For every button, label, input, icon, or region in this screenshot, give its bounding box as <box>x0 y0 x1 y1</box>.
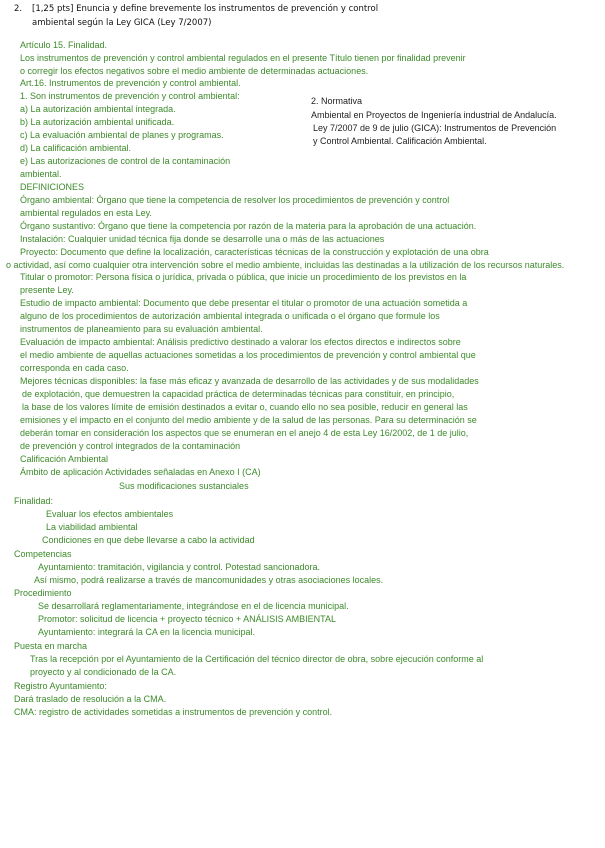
ambito-line: Ámbito de aplicación Actividades señaladas en Anexo I (CA) <box>20 467 261 477</box>
puesta-en-marcha-item: Tras la recepción por el Ayuntamiento de la Certificación del técnico director de obra, sobre ejecución conforme al <box>30 654 484 664</box>
definition-line: Titular o promotor: Persona física o jurídica, privada o pública, que inicie un procedimiento de los previstos en la <box>20 272 467 282</box>
list-item: b) La autorización ambiental unificada. <box>20 117 175 127</box>
question-number: 2. <box>14 4 23 14</box>
list-item: d) La calificación ambiental. <box>20 143 132 153</box>
puesta-en-marcha-heading: Puesta en marcha <box>14 641 88 651</box>
question-title-line2: ambiental según la Ley GICA (Ley 7/2007) <box>32 18 212 28</box>
finalidad-item: La viabilidad ambiental <box>46 522 138 532</box>
definition-line: alguno de los procedimientos de autorización ambiental integrada o unificada o el órgano que formule los <box>20 311 440 321</box>
definition-line: o actividad, así como cualquier otra intervención sobre el medio ambiente, incluidas las destinadas a la utilización de los recursos naturales. <box>6 260 565 270</box>
definition-line: presente Ley. <box>20 285 74 295</box>
definition-line: Órgano sustantivo: Órgano que tiene la competencia por razón de la materia para la aprobación de una actuación. <box>20 221 477 231</box>
text-line: 1. Son instrumentos de prevención y control ambiental: <box>20 91 240 101</box>
text-line: ambiental. <box>20 169 62 179</box>
registro-heading: Registro Ayuntamiento: <box>14 681 107 691</box>
article-16-heading: Art.16. Instrumentos de prevención y control ambiental. <box>20 78 241 88</box>
finalidad-item: Evaluar los efectos ambientales <box>46 509 174 519</box>
definition-line: el medio ambiente de aquellas actuaciones sometidas a los procedimientos de prevención y control ambiental que <box>20 350 476 360</box>
competencias-item: Ayuntamiento: tramitación, vigilancia y control. Potestad sancionadora. <box>38 562 320 572</box>
text-line: o corregir los efectos negativos sobre el medio ambiente de determinadas actuaciones. <box>20 66 369 76</box>
registro-item: CMA: registro de actividades sometidas a instrumentos de prevención y control. <box>14 707 333 717</box>
list-item: a) La autorización ambiental integrada. <box>20 104 176 114</box>
definition-line: Estudio de impacto ambiental: Documento que debe presentar el titular o promotor de una actuación sometida a <box>20 298 468 308</box>
procedimiento-item: Promotor: solicitud de licencia + proyecto técnico + ANÁLISIS AMBIENTAL <box>38 614 336 624</box>
puesta-en-marcha-item: proyecto y al condicionado de la CA. <box>30 667 177 677</box>
definition-line: Proyecto: Documento que define la localización, características técnicas de la construcción y explotación de una obra <box>20 247 489 257</box>
definition-line: la base de los valores límite de emisión destinados a evitar o, cuando ello no sea posible, reducir en general las <box>22 402 468 412</box>
normativa-line: Ambiental en Proyectos de Ingeniería industrial de Andalucía. <box>311 110 557 120</box>
definition-line: de prevención y control integrados de la contaminación <box>20 441 241 451</box>
list-item: c) La evaluación ambiental de planes y programas. <box>20 130 224 140</box>
definition-line: Instalación: Cualquier unidad técnica fija donde se desarrolle una o más de las actuaciones <box>20 234 385 244</box>
definition-line: corresponda en cada caso. <box>20 363 129 373</box>
finalidad-heading: Finalidad: <box>14 496 54 506</box>
definition-line: ambiental regulados en esta Ley. <box>20 208 152 218</box>
normativa-line: Ley 7/2007 de 9 de julio (GICA): Instrumentos de Prevención <box>313 123 557 133</box>
procedimiento-heading: Procedimiento <box>14 588 72 598</box>
definitions-heading: DEFINICIONES <box>20 182 85 192</box>
definition-line: Evaluación de impacto ambiental: Análisis predictivo destinado a valorar los efectos directos e indirectos sobre <box>20 337 461 347</box>
text-line: Los instrumentos de prevención y control ambiental regulados en el presente Título tienen por finalidad prevenir <box>20 53 466 63</box>
ambito-line: Sus modificaciones sustanciales <box>119 481 249 491</box>
finalidad-item: Condiciones en que debe llevarse a cabo la actividad <box>42 535 255 545</box>
definition-line: emisiones y el impacto en el conjunto del medio ambiente y de la salud de las personas. Para su determinación se <box>20 415 477 425</box>
competencias-item: Así mismo, podrá realizarse a través de mancomunidades y otras asociaciones locales. <box>34 575 384 585</box>
definition-line: de explotación, que demuestren la capacidad práctica de determinadas técnicas para constituir, en principio, <box>22 389 455 399</box>
procedimiento-item: Ayuntamiento: integrará la CA en la licencia municipal. <box>38 627 255 637</box>
calificacion-heading: Calificación Ambiental <box>20 454 109 464</box>
registro-item: Dará traslado de resolución a la CMA. <box>14 694 167 704</box>
normativa-line: y Control Ambiental. Calificación Ambiental. <box>313 136 487 146</box>
question-title-line1: [1,25 pts] Enuncia y define brevemente los instrumentos de prevención y control <box>32 4 379 14</box>
competencias-heading: Competencias <box>14 549 72 559</box>
definition-line: instrumentos de planeamiento para su evaluación ambiental. <box>20 324 263 334</box>
definition-line: deberán tomar en consideración los aspectos que se enumeran en el anejo 4 de esta Ley 16/2002, de 1 de julio, <box>20 428 469 438</box>
definition-line: Mejores técnicas disponibles: la fase más eficaz y avanzada de desarrollo de las actividades y de sus modalidades <box>20 376 479 386</box>
normativa-title: 2. Normativa <box>311 96 363 106</box>
article-15-heading: Artículo 15. Finalidad. <box>20 40 108 50</box>
definition-line: Órgano ambiental: Órgano que tiene la competencia de resolver los procedimientos de prevención y control <box>20 195 450 205</box>
procedimiento-item: Se desarrollará reglamentariamente, integrándose en el de licencia municipal. <box>38 601 349 611</box>
list-item: e) Las autorizaciones de control de la contaminación <box>20 156 231 166</box>
